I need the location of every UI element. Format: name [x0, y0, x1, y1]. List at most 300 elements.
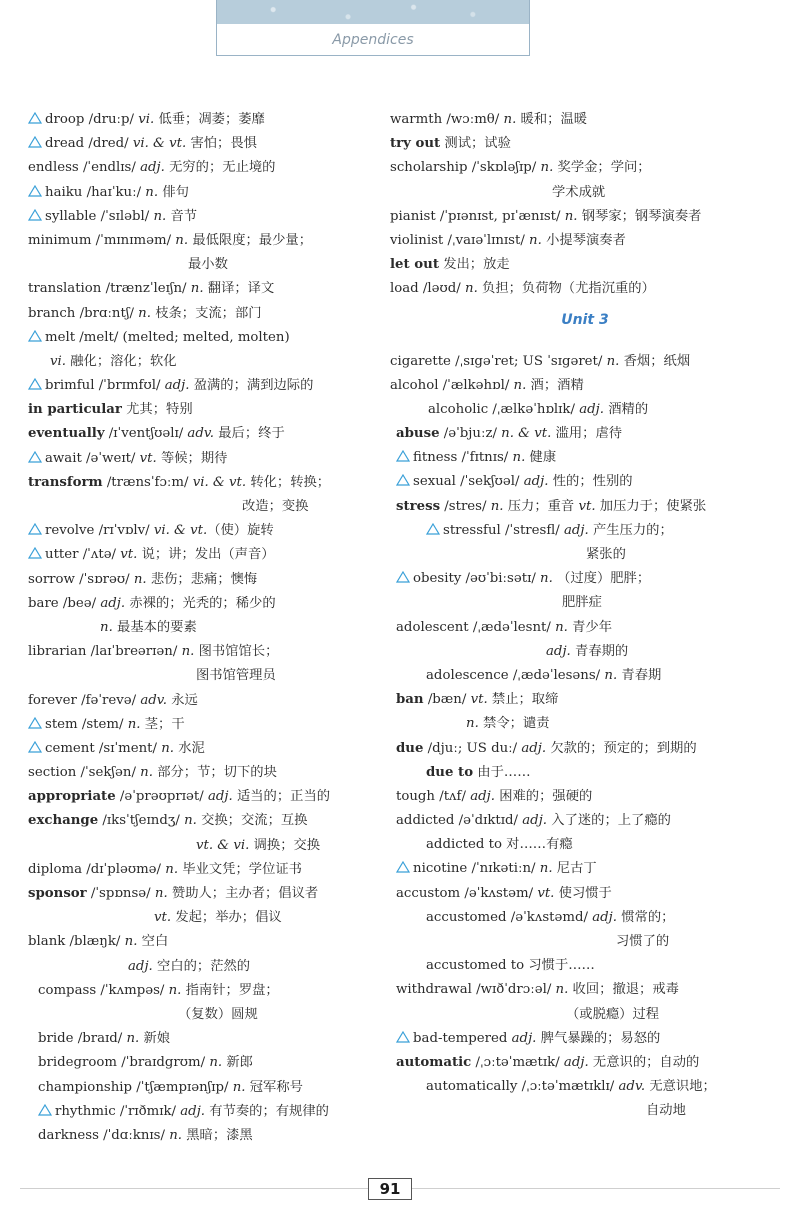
vocabulary-line — [28, 713, 378, 737]
part-of-speech: n. — [154, 886, 168, 901]
part-of-speech: vi. — [138, 112, 155, 127]
part-of-speech: adj. — [140, 160, 165, 176]
definition: 冠军称号 — [245, 1079, 303, 1095]
vocabulary-line — [28, 906, 378, 930]
vocabulary-line — [390, 833, 780, 857]
entry-word: withdrawal /wɪðˈdrɔːəl/ — [396, 982, 556, 998]
part-of-speech: n. — [512, 450, 526, 466]
part-of-speech: n. — [126, 1031, 140, 1047]
entry-text: 改造；变换 — [242, 499, 309, 514]
definition: 酒；酒精 — [526, 377, 584, 393]
part-of-speech: adj. — [207, 789, 233, 805]
definition: 性的；性别的 — [548, 474, 633, 490]
entry-word: bare /beə/ — [28, 595, 101, 611]
vocabulary-line — [28, 229, 378, 253]
definition: 钢琴家；钢琴演奏者 — [577, 208, 702, 224]
definition: 无意识的；自动的 — [588, 1054, 700, 1070]
page-number: 91 — [368, 1178, 412, 1200]
part-of-speech: vt. — [139, 450, 157, 466]
part-of-speech: n. — [555, 619, 568, 635]
vocabulary-line — [28, 398, 378, 422]
entry-word: rhythmic /ˈrɪðmɪk/ — [55, 1103, 181, 1119]
part-of-speech: adj. — [470, 788, 495, 804]
definition: 青少年 — [567, 619, 612, 635]
vocabulary-line — [28, 350, 378, 374]
entry-word: librarian /laɪˈbreərɪən/ — [28, 644, 182, 660]
definition: 由于…… — [473, 764, 531, 780]
vocabulary-line — [390, 398, 780, 422]
vocabulary-line — [28, 1100, 378, 1124]
definition: 禁令；谴责 — [478, 716, 550, 732]
part-of-speech: n. — [564, 208, 578, 224]
part-of-speech: adj. — [563, 1054, 589, 1070]
definition: 香烟；纸烟 — [619, 353, 691, 369]
definition: 永远 — [166, 692, 198, 708]
definition: 枝条；支流；部门 — [150, 305, 262, 321]
part-of-speech: n. — [539, 861, 553, 877]
definition: 转化；转换； — [246, 474, 331, 490]
vocabulary-line — [28, 858, 378, 882]
entry-word: translation /trænzˈleɪʃn/ — [28, 281, 191, 297]
entry-text: addicted to 对……有瘾 — [426, 837, 573, 853]
part-of-speech: adv. — [618, 1079, 646, 1095]
part-of-speech: vi. — [50, 353, 66, 369]
entry-word: accustomed /əˈkʌstəmd/ — [426, 909, 593, 925]
vocabulary-line — [28, 882, 378, 906]
headword: let out — [390, 257, 439, 273]
vocabulary-line — [28, 616, 378, 640]
headword: due — [396, 740, 424, 756]
part-of-speech: n. — [161, 740, 175, 756]
part-of-speech: n. — [181, 644, 195, 660]
vocabulary-line — [28, 737, 378, 761]
entry-word: /trænsˈfɔːm/ — [102, 474, 193, 490]
vocabulary-line — [28, 1027, 378, 1051]
vocabulary-line — [390, 664, 780, 688]
entry-word: cement /sɪˈment/ — [45, 740, 162, 756]
entry-word: droop /druːp/ — [45, 112, 139, 127]
vocabulary-line — [390, 156, 780, 180]
headword: exchange — [28, 813, 99, 829]
definition: 翻译；译文 — [203, 281, 275, 297]
definition: 产生压力的； — [588, 522, 673, 538]
part-of-speech: n. — [140, 765, 153, 781]
entry-word: alcoholic /ˌælkəˈhɒlɪk/ — [428, 401, 580, 417]
vocabulary-line — [390, 688, 780, 712]
definition: 毕业文凭；学位证书 — [178, 861, 302, 877]
definition: 交换；交流；互换 — [196, 813, 308, 829]
headword: appropriate — [28, 789, 116, 805]
vocabulary-line — [390, 567, 780, 591]
vocabulary-line — [390, 543, 780, 567]
vocabulary-line — [390, 616, 780, 640]
entry-word: championship /ˈtʃæmpɪənʃɪp/ — [38, 1079, 233, 1095]
definition: 新郎 — [222, 1055, 253, 1071]
entry-word: bad-tempered — [413, 1030, 512, 1046]
part-of-speech: n. — [555, 982, 569, 998]
triangle-marker-icon — [38, 1104, 52, 1116]
definition: 尼古丁 — [552, 861, 597, 877]
definition: 尤其；特别 — [121, 402, 193, 418]
part-of-speech: n. — [540, 571, 553, 587]
triangle-marker-icon — [28, 717, 42, 729]
definition: 发起；举办；倡议 — [171, 910, 282, 926]
entry-word: brimful /ˈbrɪmfʊl/ — [45, 378, 165, 394]
entry-word: obesity /əʊˈbiːsətɪ/ — [413, 571, 541, 587]
headword: stress — [396, 498, 441, 514]
part-of-speech: vt. & vi. — [196, 837, 250, 853]
vocabulary-line — [390, 906, 780, 930]
vocabulary-line — [28, 422, 378, 446]
definition: 小提琴演奏者 — [541, 232, 626, 248]
headword: eventually — [28, 426, 105, 442]
entry-word: cigarette /ˌsɪgəˈret; US ˈsɪgəret/ — [390, 353, 607, 369]
entry-word: dread /dred/ — [45, 136, 133, 152]
entry-text: 肥胖症 — [562, 595, 602, 611]
entry-word: stem /stem/ — [45, 716, 128, 732]
triangle-marker-icon — [396, 450, 410, 462]
vocabulary-line — [390, 857, 780, 881]
definition: 困难的；强硬的 — [494, 788, 593, 804]
entry-word: endless /ˈendlɪs/ — [28, 160, 141, 176]
part-of-speech: n. — [184, 813, 197, 829]
definition: 无穷的；无止境的 — [164, 160, 276, 176]
part-of-speech: n. — [153, 208, 167, 224]
definition: 黑暗；漆黑 — [182, 1127, 253, 1143]
vocabulary-line — [390, 737, 780, 761]
definition: 调换；交换 — [249, 837, 321, 853]
entry-word: pianist /ˈpɪənɪst, pɪˈænɪst/ — [390, 208, 565, 224]
vocabulary-line — [28, 809, 378, 833]
vocabulary-line — [28, 689, 378, 713]
definition: 赞助人；主办者；倡议者 — [167, 886, 319, 901]
definition: 指南针；罗盘； — [181, 982, 279, 998]
triangle-marker-icon — [28, 209, 42, 221]
part-of-speech: vt. — [578, 498, 596, 514]
entry-word: tough /tʌf/ — [396, 788, 471, 804]
entry-word: /stres/ — [440, 498, 491, 514]
part-of-speech: n. — [465, 281, 478, 297]
definition: 欠款的；预定的；到期的 — [546, 740, 697, 756]
part-of-speech: adv. — [140, 692, 167, 708]
vocabulary-line — [28, 664, 378, 688]
headword: sponsor — [28, 886, 87, 901]
definition: 脾气暴躁的；易怒的 — [536, 1030, 661, 1046]
part-of-speech: n. — [190, 281, 204, 297]
entry-text: 习惯了的 — [616, 934, 670, 949]
vocabulary-line — [28, 834, 378, 858]
entry-text: melt /melt/ (melted; melted, molten) — [45, 329, 290, 345]
vocabulary-line — [390, 495, 780, 519]
part-of-speech: n. — [232, 1079, 246, 1095]
triangle-marker-icon — [28, 112, 42, 124]
vocabulary-line — [390, 181, 780, 205]
part-of-speech: vt. — [537, 885, 555, 901]
definition: 有节奏的；有规律的 — [205, 1103, 329, 1119]
part-of-speech: n. — [100, 619, 113, 635]
definition: 加压力于；使紧张 — [595, 498, 707, 514]
triangle-marker-icon — [28, 136, 42, 148]
vocabulary-line — [390, 519, 780, 543]
definition: 新娘 — [139, 1031, 171, 1047]
vocabulary-line — [390, 712, 780, 736]
triangle-marker-icon — [396, 474, 410, 486]
vocabulary-line — [28, 205, 378, 229]
headword: ban — [396, 692, 424, 708]
part-of-speech: adj. — [180, 1103, 206, 1119]
vocabulary-line — [28, 1003, 378, 1027]
entry-word: /əˈprəʊprɪət/ — [115, 789, 208, 805]
entry-word: revolve /rɪˈvɒlv/ — [45, 523, 154, 539]
vocabulary-line — [28, 1051, 378, 1075]
entry-word: nicotine /ˈnɪkətiːn/ — [413, 861, 540, 877]
headword: transform — [28, 474, 103, 490]
unit-3-heading: Unit 3 — [561, 311, 609, 328]
entry-text: （复数）圆规 — [178, 1006, 258, 1022]
entry-word: diploma /dɪˈpləʊmə/ — [28, 861, 166, 877]
definition: 滥用；虐待 — [551, 426, 623, 442]
part-of-speech: n. — [145, 184, 159, 200]
part-of-speech: n. — [133, 571, 147, 587]
vocabulary-line — [28, 156, 378, 180]
vocabulary-line — [28, 519, 378, 543]
vocabulary-line — [390, 954, 780, 978]
vocabulary-line — [390, 253, 780, 277]
definition: 奖学金；学问； — [553, 160, 651, 176]
headword: automatic — [396, 1054, 472, 1070]
entry-word: /ˈspɒnsə/ — [86, 886, 155, 901]
definition: 俳句 — [158, 184, 189, 200]
entry-word: /ɪˈventʃʊəlɪ/ — [104, 426, 188, 442]
vocabulary-line — [28, 108, 378, 132]
entry-word: stressful /ˈstresfl/ — [443, 522, 564, 538]
entry-word: automatically /ˌɔːtəˈmætɪklɪ/ — [426, 1079, 619, 1095]
part-of-speech: adj. — [128, 958, 153, 974]
entry-text: （或脱瘾）过程 — [566, 1006, 660, 1022]
definition: 空白的；茫然的 — [152, 958, 251, 974]
part-of-speech: adj. — [511, 1030, 537, 1046]
part-of-speech: vt. — [470, 692, 488, 708]
part-of-speech: n. — [175, 232, 189, 248]
vocabulary-line — [28, 302, 378, 326]
definition: 压力；重音 — [503, 498, 579, 514]
entry-word: scholarship /ˈskɒləʃɪp/ — [390, 160, 541, 176]
part-of-speech: adj. — [579, 401, 604, 417]
definition: 说；讲；发出（声音） — [137, 547, 275, 563]
vocabulary-line — [28, 447, 378, 471]
vocabulary-line — [28, 277, 378, 301]
entry-word: darkness /ˈdɑːknɪs/ — [38, 1127, 170, 1143]
vocabulary-line — [28, 592, 378, 616]
triangle-marker-icon — [396, 861, 410, 873]
definition: 最低限度；最少量； — [188, 232, 312, 248]
part-of-speech: n. — [529, 232, 542, 248]
definition: 最后；终于 — [214, 426, 285, 442]
triangle-marker-icon — [28, 741, 42, 753]
vocabulary-line — [390, 1075, 780, 1099]
vocabulary-line — [390, 277, 780, 301]
entry-text: 自动地 — [646, 1103, 686, 1119]
part-of-speech: adj. — [592, 909, 618, 925]
triangle-marker-icon — [28, 451, 42, 463]
headword: due to — [426, 764, 474, 780]
triangle-marker-icon — [396, 1031, 410, 1043]
vocabulary-line — [390, 785, 780, 809]
entry-word: sorrow /ˈsɒrəʊ/ — [28, 571, 134, 587]
entry-word: section /ˈsekʃən/ — [28, 765, 141, 781]
triangle-marker-icon — [396, 571, 410, 583]
definition: 酒精的 — [604, 401, 649, 417]
vocabulary-line — [28, 568, 378, 592]
entry-word: fitness /ˈfɪtnɪs/ — [413, 450, 513, 466]
entry-word: blank /blæŋk/ — [28, 934, 125, 950]
entry-word: sexual /ˈsekʃʊəl/ — [413, 474, 524, 490]
entry-word: /əˈbjuːz/ — [439, 426, 502, 442]
definition: 健康 — [525, 450, 557, 466]
vocabulary-line — [390, 978, 780, 1002]
definition: 赤裸的；光秃的；稀少的 — [125, 595, 276, 611]
vocabulary-line — [390, 930, 780, 954]
vocabulary-line — [28, 374, 378, 398]
vocabulary-line — [28, 543, 378, 567]
entry-word: violinist /ˌvaɪəˈlɪnɪst/ — [390, 232, 530, 248]
vocabulary-line — [390, 422, 780, 446]
part-of-speech: adj. — [100, 595, 126, 611]
vocabulary-line — [390, 640, 780, 664]
entry-word: /djuː; US duː/ — [423, 740, 522, 756]
part-of-speech: vt. — [120, 547, 138, 563]
entry-word: haiku /haɪˈkuː/ — [45, 184, 146, 200]
definition: （使）旋转 — [207, 523, 274, 539]
part-of-speech: n. — [490, 498, 504, 514]
vocabulary-line — [390, 761, 780, 785]
entry-word: /bæn/ — [423, 692, 471, 708]
definition: 发出；放走 — [438, 257, 510, 273]
definition: （过度）肥胖； — [552, 571, 651, 587]
definition: 入了迷的；上了瘾的 — [547, 813, 671, 829]
part-of-speech: n. — [466, 716, 479, 732]
header-decorative-band — [217, 0, 529, 24]
entry-text: 最小数 — [188, 257, 228, 273]
definition: 水泥 — [174, 740, 205, 756]
definition: 负担；负荷物（尤指沉重的） — [477, 281, 655, 297]
appendices-header-tab — [216, 0, 530, 56]
entry-word: utter /ˈʌtə/ — [45, 547, 121, 563]
definition: 收回；撤退；戒毒 — [568, 982, 679, 998]
entry-word: forever /fəˈrevə/ — [28, 692, 141, 708]
definition: 测试；试验 — [440, 136, 511, 152]
definition: 融化；溶化；软化 — [66, 353, 177, 369]
part-of-speech: n. — [606, 353, 620, 369]
definition: 禁止；取缔 — [487, 692, 559, 708]
entry-word: warmth /wɔːmθ/ — [390, 112, 504, 127]
definition: 青春期 — [617, 667, 662, 683]
definition: 图书馆馆长； — [194, 644, 279, 660]
part-of-speech: vi. & vt. — [132, 136, 187, 152]
part-of-speech: vt. — [154, 910, 172, 926]
definition: 悲伤；悲痛；懊悔 — [146, 571, 258, 587]
part-of-speech: adj. — [164, 378, 190, 394]
vocabulary-line — [390, 132, 780, 156]
part-of-speech: adj. — [523, 474, 549, 490]
part-of-speech: n. — [209, 1055, 223, 1071]
vocabulary-line — [390, 809, 780, 833]
vocabulary-line — [28, 326, 378, 350]
part-of-speech: adj. — [521, 740, 547, 756]
entry-word: adolescence /ˌædəˈlesəns/ — [426, 667, 605, 683]
entry-text: 紧张的 — [586, 547, 626, 562]
entry-word: /ˌɔːtəˈmætɪk/ — [471, 1054, 564, 1070]
headword: try out — [390, 136, 441, 152]
vocabulary-line — [28, 1124, 378, 1148]
part-of-speech: n. — [169, 1127, 182, 1143]
definition: 最基本的要素 — [112, 619, 197, 635]
vocabulary-line — [28, 979, 378, 1003]
entry-word: adolescent /ˌædəˈlesnt/ — [396, 619, 556, 635]
entry-word: addicted /əˈdɪktɪd/ — [396, 813, 523, 829]
right-vocabulary-column — [390, 108, 780, 1124]
part-of-speech: n. — [138, 305, 151, 321]
entry-text: 学术成就 — [552, 184, 606, 200]
definition: 暖和；温暖 — [516, 112, 588, 127]
part-of-speech: adj. — [546, 643, 571, 659]
vocabulary-line — [28, 785, 378, 809]
vocabulary-line — [390, 591, 780, 615]
definition: 等候；期待 — [156, 450, 228, 466]
vocabulary-line — [390, 1099, 780, 1123]
entry-word: await /əˈweɪt/ — [45, 450, 140, 466]
header-title: Appendices — [332, 32, 414, 48]
vocabulary-line — [390, 205, 780, 229]
part-of-speech: adv. — [187, 426, 215, 442]
left-vocabulary-column — [28, 108, 378, 1148]
part-of-speech: adj. — [522, 813, 548, 829]
vocabulary-line — [390, 470, 780, 494]
part-of-speech: n. — [513, 377, 527, 393]
definition: 使习惯于 — [554, 885, 612, 901]
part-of-speech: n. — [168, 982, 182, 998]
part-of-speech: n. — [503, 112, 517, 127]
vocabulary-line — [390, 1051, 780, 1075]
part-of-speech: vi. & vt. — [192, 474, 247, 490]
part-of-speech: n. — [540, 160, 554, 176]
vocabulary-line — [390, 882, 780, 906]
entry-word: bride /braɪd/ — [38, 1031, 127, 1047]
vocabulary-line — [390, 108, 780, 132]
definition: 惯常的； — [617, 909, 675, 925]
part-of-speech: n. & vt. — [501, 426, 552, 442]
entry-word: branch /brɑːntʃ/ — [28, 305, 139, 321]
vocabulary-line — [28, 1076, 378, 1100]
vocabulary-line — [28, 253, 378, 277]
part-of-speech: n. — [124, 934, 138, 950]
definition: 音节 — [166, 208, 198, 224]
definition: 盈满的；满到边际的 — [189, 378, 314, 394]
headword: abuse — [396, 426, 440, 442]
entry-text: accustomed to 习惯于…… — [426, 958, 595, 974]
vocabulary-line — [28, 132, 378, 156]
entry-word: bridegroom /ˈbraɪdgrʊm/ — [38, 1055, 210, 1071]
part-of-speech: adj. — [563, 522, 589, 538]
vocabulary-line — [28, 761, 378, 785]
entry-word: load /ləʊd/ — [390, 281, 465, 297]
vocabulary-line — [28, 471, 378, 495]
triangle-marker-icon — [28, 185, 42, 197]
entry-word: compass /ˈkʌmpəs/ — [38, 982, 169, 998]
definition: 空白 — [137, 934, 169, 950]
triangle-marker-icon — [28, 523, 42, 535]
part-of-speech: n. — [604, 667, 618, 683]
